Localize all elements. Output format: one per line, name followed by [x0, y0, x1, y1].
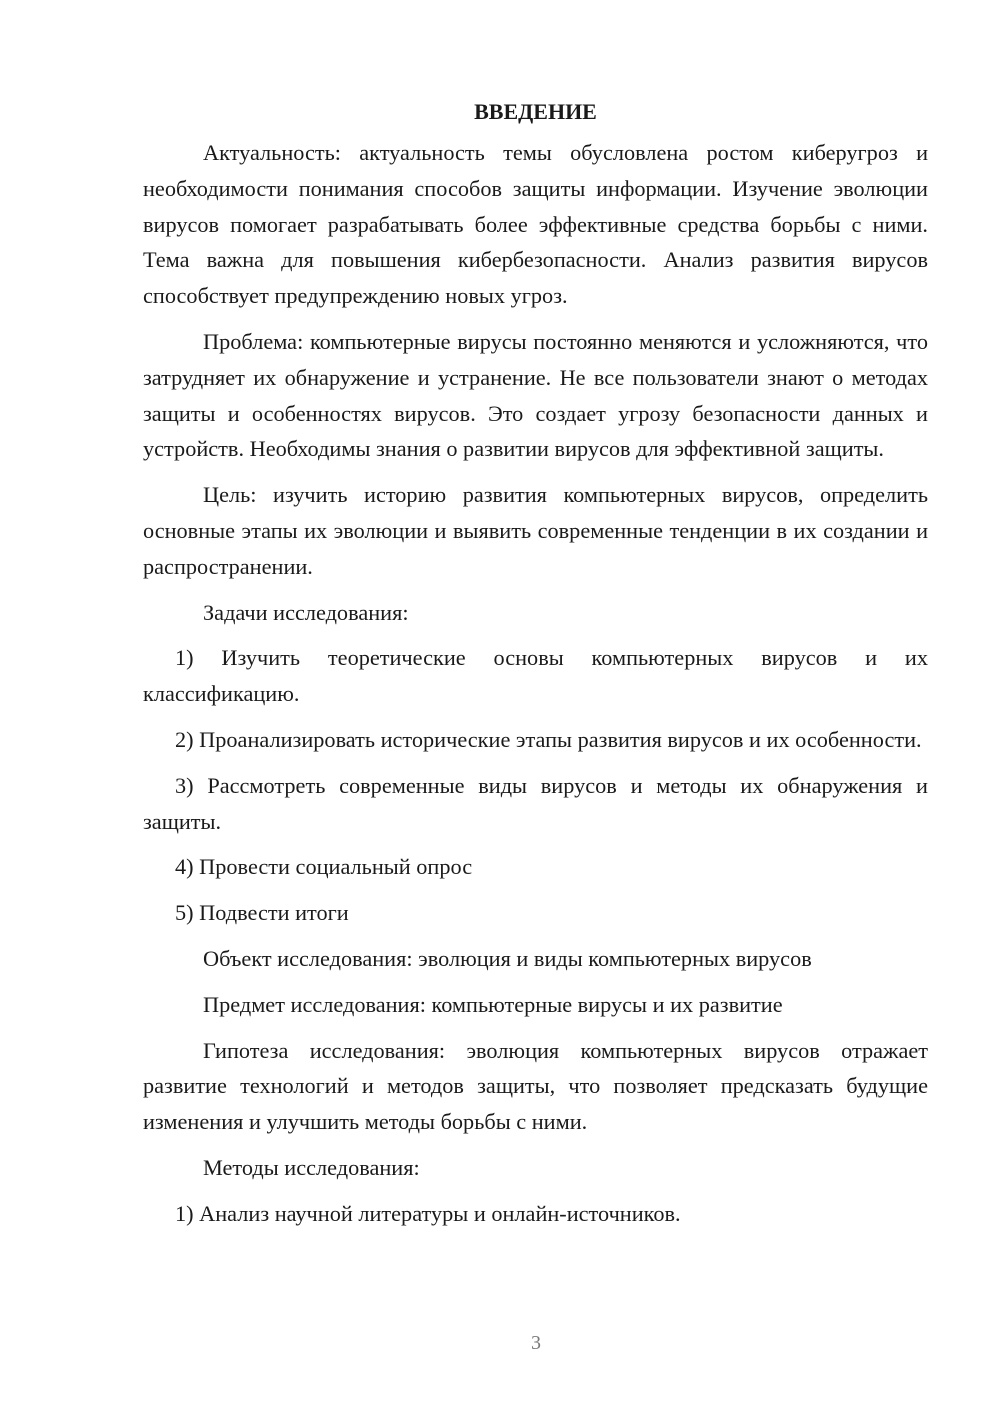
task-item-4: 4) Провести социальный опрос	[175, 854, 473, 880]
methods-heading: Методы исследования:	[203, 1154, 420, 1180]
paragraph-problem: Проблема: компьютерные вирусы постоянно меняются и усложняются, что затрудняет их обнаружение и устранение. Не все пользователи знают о методах защиты и особенностях вирусов. Это создает угрозу безопасности данных и устройств. Необходимы знания о развитии вирусов для эффективной защиты.	[143, 328, 928, 462]
task-item-3: 3) Рассмотреть современные виды вирусов и методы их обнаружения и защиты.	[143, 772, 928, 834]
paragraph-subject: Предмет исследования: компьютерные вирусы и их развитие	[203, 991, 783, 1017]
tasks-heading: Задачи исследования:	[203, 599, 409, 625]
paragraph-relevance: Актуальность: актуальность темы обусловлена ростом киберугроз и необходимости понимания способов защиты информации. Изучение эволюции вирусов помогает разрабатывать более эффективные средства борьбы с ними. Тема важна для повышения кибербезопасности. Анализ развития вирусов способствует предупреждению новых угроз.	[143, 140, 928, 309]
task-item-5: 5) Подвести итоги	[175, 900, 349, 926]
paragraph-hypothesis: Гипотеза исследования: эволюция компьютерных вирусов отражает развитие технологий и методов защиты, что позволяет предсказать будущие изменения и улучшить методы борьбы с ними.	[143, 1037, 928, 1135]
paragraph-goal: Цель: изучить историю развития компьютерных вирусов, определить основные этапы их эволюции и выявить современные тенденции в их создании и распространении.	[143, 482, 928, 579]
page-content	[143, 96, 928, 1232]
task-item-2: 2) Проанализировать исторические этапы развития вирусов и их особенности.	[175, 726, 922, 752]
paragraph-object: Объект исследования: эволюция и виды компьютерных вирусов	[203, 945, 812, 971]
method-item-1: 1) Анализ научной литературы и онлайн-источников.	[175, 1200, 681, 1226]
page-number: 3	[531, 1332, 541, 1354]
section-title: ВВЕДЕНИЕ	[474, 99, 597, 124]
task-item-1: 1) Изучить теоретические основы компьютерных вирусов и их классификацию.	[143, 645, 928, 707]
